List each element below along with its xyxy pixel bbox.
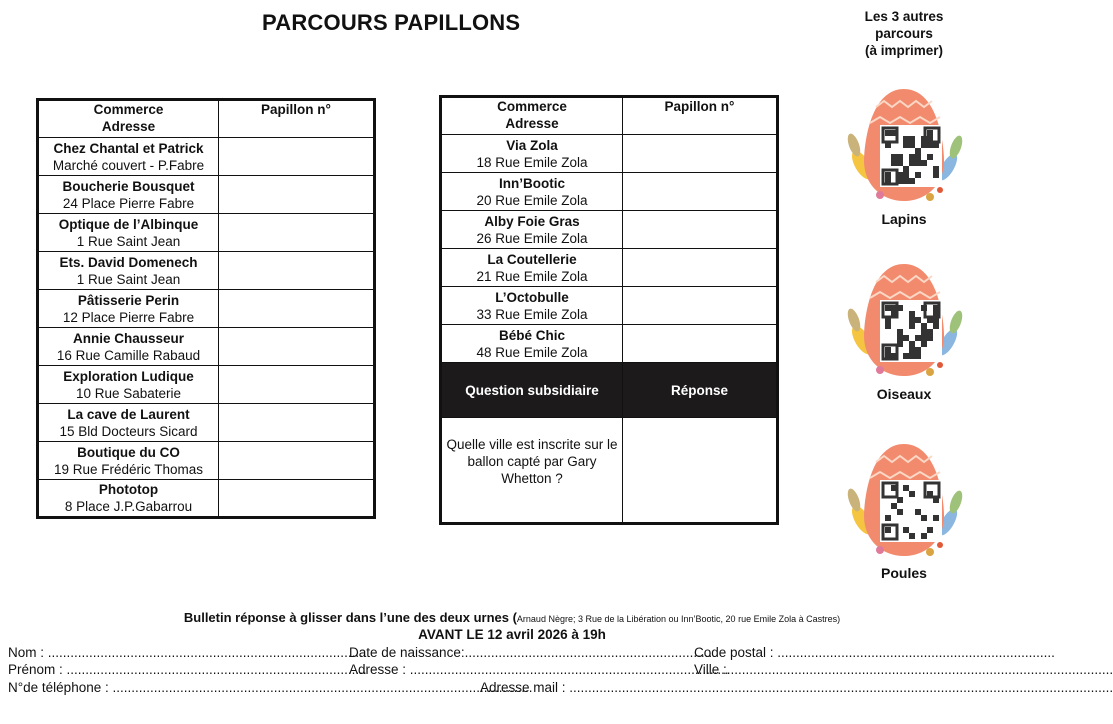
shop-name: La cave de Laurent	[67, 406, 190, 422]
shop-cell	[441, 325, 623, 363]
table-row	[38, 328, 375, 366]
course-label: Oiseaux	[876, 386, 932, 402]
shop-cell	[38, 176, 219, 214]
shop-cell	[38, 252, 219, 290]
instruction-small-text: Arnaud Nègre; 3 Rue de la Libération ou Inn’Bootic, 20 rue Emile Zola à Castres)	[516, 614, 841, 624]
course-egg-qr[interactable]	[840, 85, 968, 212]
table-row	[38, 290, 375, 328]
shop-cell	[38, 442, 219, 480]
shop-cell	[441, 287, 623, 325]
table-row	[38, 366, 375, 404]
adresse-field[interactable]: Adresse : .....................................................................................	[349, 662, 729, 677]
shop-name: Chez Chantal et Patrick	[53, 140, 204, 156]
header-commerce-adresse: Commerce Adresse	[38, 100, 219, 138]
shop-address: Marché couvert - P.Fabre	[52, 157, 205, 173]
shop-cell	[38, 214, 219, 252]
shop-name: L’Octobulle	[495, 289, 569, 305]
shop-cell	[38, 480, 219, 518]
table-row	[38, 404, 375, 442]
shop-name: Boucherie Bousquet	[62, 178, 195, 194]
shop-cell	[441, 249, 623, 287]
other-courses-heading	[840, 8, 968, 59]
shop-address: 1 Rue Saint Jean	[76, 233, 181, 249]
shop-name: Optique de l’Albinque	[58, 216, 199, 232]
table-row	[38, 442, 375, 480]
table-row	[38, 252, 375, 290]
shop-address: 48 Rue Emile Zola	[476, 344, 588, 360]
shop-address: 1 Rue Saint Jean	[76, 271, 181, 287]
table-row	[38, 176, 375, 214]
papillon-number-cell[interactable]	[219, 480, 375, 518]
question-row	[441, 418, 778, 524]
shop-cell	[441, 135, 623, 173]
left-shops-table	[36, 98, 376, 519]
shop-name: Phototop	[98, 482, 159, 497]
egg-icon	[840, 440, 968, 562]
table-row	[441, 287, 778, 325]
shop-cell	[38, 366, 219, 404]
header-papillon: Papillon n°	[623, 97, 778, 135]
answer-cell[interactable]	[623, 418, 778, 524]
papillon-number-cell[interactable]	[219, 252, 375, 290]
shop-cell	[38, 290, 219, 328]
papillon-number-cell[interactable]	[623, 287, 778, 325]
shop-name: Ets. David Domenech	[59, 254, 198, 270]
egg-icon	[840, 85, 968, 207]
question-header: Question subsidiaire	[441, 363, 623, 418]
table-row	[441, 135, 778, 173]
shop-address: 26 Rue Emile Zola	[476, 230, 588, 246]
shop-name: La Coutellerie	[487, 251, 577, 267]
email-field[interactable]: Adresse mail : .................................................................................................................................................	[480, 680, 1113, 695]
shop-name: Alby Foie Gras	[484, 213, 580, 229]
heading-line: parcours	[875, 26, 933, 41]
papillon-number-cell[interactable]	[623, 173, 778, 211]
table-row	[441, 211, 778, 249]
deadline: AVANT LE 12 avril 2026 à 19h	[418, 627, 606, 642]
nom-field[interactable]: Nom : .....................................................................................	[8, 645, 367, 660]
shop-name: Boutique du CO	[77, 444, 180, 460]
papillon-number-cell[interactable]	[219, 442, 375, 480]
shop-address: 8 Place J.P.Gabarrou	[64, 499, 193, 514]
date-naissance-field[interactable]: Date de naissance:..................................................................	[349, 645, 713, 660]
papillon-number-cell[interactable]	[219, 176, 375, 214]
code-postal-field[interactable]: Code postal : ..........................................................................	[694, 645, 1055, 660]
question-header-row	[441, 363, 778, 418]
course-egg-qr[interactable]	[840, 260, 968, 387]
shop-address: 19 Rue Frédéric Thomas	[53, 461, 204, 477]
question-text: Quelle ville est inscrite sur le ballon capté par Gary Whetton ?	[441, 418, 623, 524]
shop-address: 21 Rue Emile Zola	[476, 268, 588, 284]
shop-address: 20 Rue Emile Zola	[476, 192, 588, 208]
shop-address: 12 Place Pierre Fabre	[62, 309, 195, 325]
papillon-number-cell[interactable]	[219, 366, 375, 404]
shop-address: 33 Rue Emile Zola	[476, 306, 588, 322]
papillon-number-cell[interactable]	[623, 325, 778, 363]
shop-cell	[38, 404, 219, 442]
table-header-row	[441, 97, 778, 135]
papillon-number-cell[interactable]	[219, 290, 375, 328]
shop-name: Pâtisserie Perin	[77, 292, 180, 308]
shop-address: 10 Rue Sabaterie	[75, 385, 182, 401]
course-label: Poules	[881, 565, 927, 581]
right-shops-table	[439, 95, 779, 525]
shop-cell	[38, 328, 219, 366]
telephone-field[interactable]: N°de téléphone : ................................................................................................................	[8, 680, 533, 695]
table-header-row	[38, 100, 375, 138]
egg-icon	[840, 260, 968, 382]
course-egg-qr[interactable]	[840, 440, 968, 567]
table-row	[38, 480, 375, 518]
prenom-field[interactable]: Prénom : ................................................................................	[8, 662, 367, 677]
header-commerce-adresse: Commerce Adresse	[441, 97, 623, 135]
shop-name: Via Zola	[506, 137, 558, 153]
header-papillon: Papillon n°	[219, 100, 375, 138]
papillon-number-cell[interactable]	[623, 135, 778, 173]
shop-name: Bébé Chic	[498, 327, 566, 343]
shop-cell	[441, 211, 623, 249]
papillon-number-cell[interactable]	[623, 211, 778, 249]
papillon-number-cell[interactable]	[219, 214, 375, 252]
papillon-number-cell[interactable]	[219, 328, 375, 366]
heading-line: (à imprimer)	[864, 43, 944, 58]
shop-cell	[441, 173, 623, 211]
shop-name: Inn’Bootic	[499, 175, 565, 191]
table-row	[38, 138, 375, 176]
footer-instruction	[0, 610, 1024, 625]
shop-address: 16 Rue Camille Rabaud	[56, 347, 201, 363]
instruction-text: Bulletin réponse à glisser dans l’une des deux urnes (	[183, 610, 517, 625]
ville-field[interactable]: Ville :.......................................................................................................	[694, 662, 1113, 677]
shop-address: 15 Bld Docteurs Sicard	[59, 423, 198, 439]
course-label: Lapins	[881, 211, 927, 227]
shop-name: Exploration Ludique	[63, 368, 194, 384]
page-title: PARCOURS PAPILLONS	[262, 10, 521, 35]
papillon-number-cell[interactable]	[623, 249, 778, 287]
table-row	[441, 325, 778, 363]
table-row	[441, 249, 778, 287]
heading-line: Les 3 autres	[864, 9, 944, 24]
table-row	[441, 173, 778, 211]
shop-address: 24 Place Pierre Fabre	[62, 195, 195, 211]
papillon-number-cell[interactable]	[219, 404, 375, 442]
shop-address: 18 Rue Emile Zola	[476, 154, 588, 170]
shop-cell	[38, 138, 219, 176]
table-row	[38, 214, 375, 252]
answer-header: Réponse	[623, 363, 778, 418]
shop-name: Annie Chausseur	[72, 330, 185, 346]
papillon-number-cell[interactable]	[219, 138, 375, 176]
